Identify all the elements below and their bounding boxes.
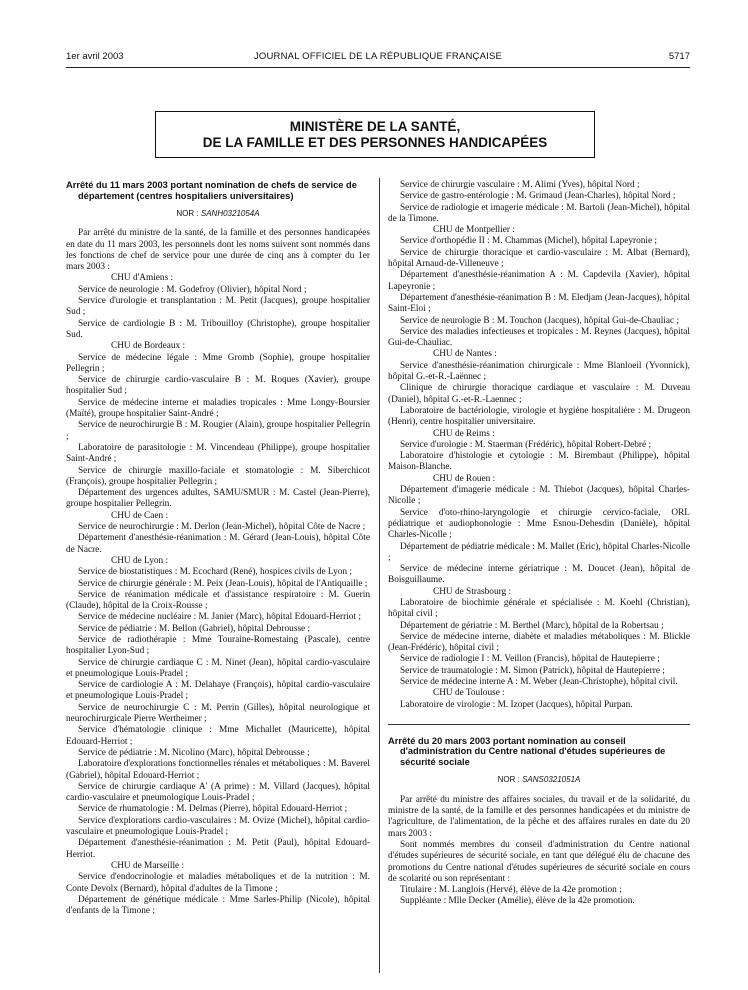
article-title: Arrêté du 11 mars 2003 portant nomination de chefs de service de département (centres hospitaliers universitaires) (66, 180, 357, 201)
paragraph: Clinique de chirurgie thoracique cardiaque et vasculaire : M. Duveau (Daniel), hôpital G.-et-R.-Laennec ; (388, 383, 690, 405)
ministry-title-line2: DE LA FAMILLE ET DES PERSONNES HANDICAPÉES (202, 135, 548, 150)
paragraph: Service de médecine légale : Mme Gromb (Sophie), groupe hospitalier Pellegrin ; (66, 352, 370, 374)
paragraph: Service de pédiatrie : M. Bellon (Gabriel), hôpital Debrousse ; (78, 623, 311, 634)
paragraph: Service des maladies infectieuses et tropicales : M. Reynes (Jacques), hôpital Gui-de-Chauliac. (388, 326, 690, 349)
left-column (66, 180, 370, 917)
paragraph: Service de traumatologie : M. Simon (Patrick), hôpital de Hautepierre ; (400, 665, 665, 676)
paragraph: Service de chirurgie vasculaire : M. Alimi (Yves), hôpital Nord ; (400, 180, 640, 190)
paragraph: Service de cardiologie A : M. Delahaye (François), hôpital cardio-vasculaire et pneumologique Louis-Pradel ; (66, 680, 370, 702)
paragraph: Service de réanimation médicale et d'assistance respiratoire : M. Guerin (Claude), hôpital de la Croix-Rousse ; (66, 589, 370, 612)
paragraph: Service de chirurgie cardio-vasculaire B : M. Roques (Xavier), groupe hospitalier Sud ; (66, 375, 370, 397)
paragraph: Service d'endocrinologie et maladies métaboliques et de la nutrition : M. Conte Devolx (Bernard), hôpital d'adultes de la Timone ; (66, 872, 370, 894)
appointment-list (66, 273, 370, 917)
nor-label: NOR : (176, 209, 199, 218)
column-divider (379, 178, 380, 973)
paragraph: Service de neurologie B : M. Touchon (Jacques), hôpital Gui-de-Chauliac ; (400, 315, 680, 326)
paragraph: Service de neurochirurgie B : M. Rougier (Alain), groupe hospitalier Pellegrin ; (66, 420, 370, 442)
paragraph: Service de chirurgie cardiaque C : M. Ninet (Jean), hôpital cardio-vasculaire et pneumologique Louis-Pradel ; (66, 657, 370, 679)
paragraph: Laboratoire de virologie : M. Izopet (Jacques), hôpital Purpan. (400, 699, 633, 710)
paragraph: Service de chirurgie thoracique et cardio-vasculaire : M. Albat (Bernard), hôpital Arnaud-de-Villeneuve ; (388, 247, 690, 270)
paragraph: Par arrêté du ministre des affaires sociales, du travail et de la solidarité, du ministre de la santé, de la famille et des personnes handicapées et du ministre de l'agriculture, de l'alimentation, de la pêche et des affaires rurales en date du 20 mars 2003 : (388, 794, 690, 839)
paragraph: Service de médecine interne gériatrique : M. Doucet (Jean), hôpital de Boisguillaume. (388, 564, 690, 586)
appointment-list-continued (388, 180, 690, 711)
paragraph: Département de pédiatrie médicale : M. Mallet (Eric), hôpital Charles-Nicolle ; (388, 541, 690, 563)
paragraph: Service de rhumatologie : M. Delmas (Pierre), hôpital Edouard-Herriot ; (78, 804, 348, 815)
issue-date: 1er avril 2003 (66, 51, 124, 62)
paragraph: Département d'imagerie médicale : M. Thiebot (Jacques), hôpital Charles-Nicolle ; (388, 485, 690, 507)
paragraph: Suppléante : Mlle Decker (Amélie), élève de la 42e promotion. (400, 896, 635, 907)
paragraph: Service d'anesthésie-réanimation chirurgicale : Mme Blanloeil (Yvonnick), hôpital G.-et-R.-Laënnec ; (388, 360, 690, 383)
chu-heading: CHU de Lyon : (111, 555, 169, 566)
nor-reference (66, 208, 370, 219)
paragraph: Département d'anesthésie-réanimation A : M. Capdevila (Xavier), hôpital Lapeyronie ; (388, 270, 690, 292)
paragraph: Département de gériatrie : M. Berthel (Marc), hôpital de la Robertsau ; (400, 620, 664, 631)
paragraph: Service d'explorations cardio-vasculaires : M. Ovize (Michel), hôpital cardio-vasculaire et pneumologique Louis-Pradel ; (66, 815, 370, 838)
paragraph: Service de chirurgie maxillo-faciale et stomatologie : M. Siberchicot (François), groupe hospitalier Pellegrin ; (66, 465, 370, 487)
paragraph: Service d'urologie et transplantation : M. Petit (Jacques), groupe hospitalier Sud ; (66, 296, 370, 318)
paragraph: Service de chirurgie générale : M. Peix (Jean-Louis), hôpital de l'Antiquaille ; (78, 578, 368, 589)
paragraph: Service d'hématologie clinique : Mme Michallet (Mauricette), hôpital Edouard-Herriot ; (66, 725, 370, 747)
paragraph: Département de génétique médicale : Mme Sarles-Philip (Nicole), hôpital d'enfants de la Timone ; (66, 894, 370, 917)
paragraph: Département des urgences adultes, SAMU/SMUR : M. Castel (Jean-Pierre), groupe hospitalier Pellegrin. (66, 488, 370, 510)
paragraph: Service de médecine interne A : M. Weber (Jean-Christophe), hôpital civil. (400, 677, 678, 688)
article-intro: Par arrêté du ministre de la santé, de la famille et des personnes handicapées en date du 11 mars 2003, les personnels dont les noms suivent sont nommés dans les fonctions de chef de service pour une durée de cinq ans à compter du 1er mars 2003 : (66, 228, 370, 273)
paragraph: Service de médecine interne et maladies tropicales : Mme Longy-Boursier (Maïté), groupe hospitalier Saint-André ; (66, 397, 370, 420)
header-rule (66, 67, 690, 68)
paragraph: Laboratoire de biochimie générale et spécialisée : M. Koehl (Christian), hôpital civil ; (388, 597, 690, 620)
nor-code: SANH0321054A (200, 209, 260, 218)
page-header (66, 51, 690, 65)
paragraph: Département d'anesthésie-réanimation : M. Gérard (Jean-Louis), hôpital Côte de Nacre. (66, 533, 370, 555)
chu-heading: CHU de Caen : (111, 510, 169, 521)
chu-heading: CHU d'Amiens : (111, 273, 174, 284)
right-column (388, 180, 690, 908)
paragraph: Laboratoire de parasitologie : M. Vincendeau (Philippe), groupe hospitalier Saint-André ; (66, 442, 370, 465)
article-body (388, 795, 690, 908)
paragraph: Laboratoire de bactériologie, virologie et hygiène hospitalière : M. Drugeon (Henri), centre hospitalier universitaire. (388, 405, 690, 428)
paragraph: Service de chirurgie cardiaque A' (A prime) : M. Villard (Jacques), hôpital cardio-vasculaire et pneumologique Louis-Pradel ; (66, 781, 370, 804)
nor-code: SANS0321051A (522, 775, 581, 785)
paragraph: Titulaire : M. Langlois (Hervé), élève de la 42e promotion ; (400, 885, 622, 896)
paragraph: Service d'orthopédie II : M. Chammas (Michel), hôpital Lapeyronie ; (400, 236, 658, 247)
chu-heading: CHU de Bordeaux : (111, 341, 186, 352)
chu-heading: CHU de Marseille : (111, 860, 185, 871)
page-number: 5717 (668, 51, 690, 62)
paragraph: Service de cardiologie B : M. Tribouilloy (Christophe), groupe hospitalier Sud. (66, 318, 370, 340)
paragraph: Service de médecine nucléaire : M. Janier (Marc), hôpital Edouard-Herriot ; (78, 612, 361, 623)
paragraph: Service d'urologie : M. Staerman (Frédéric), hôpital Robert-Debré ; (400, 439, 652, 450)
chu-heading: CHU de Montpellier : (433, 225, 515, 236)
paragraph: Département d'anesthésie-réanimation B : M. Eledjam (Jean-Jacques), hôpital Saint-Eloi ; (388, 292, 690, 315)
paragraph: Service de pédiatrie : M. Nicolino (Marc), hôpital Debrousse ; (78, 747, 310, 758)
chu-heading: CHU de Rouen : (433, 473, 496, 484)
paragraph: Service de neurochirurgie : M. Derlon (Jean-Michel), hôpital Côte de Nacre ; (78, 522, 366, 533)
article-title: Arrêté du 20 mars 2003 portant nomination au conseil d'administration du Centre national d'études supérieures de sécurité sociale (388, 735, 666, 767)
paragraph: Service de radiologie I : M. Veillon (Francis), hôpital de Hautepierre ; (400, 654, 660, 665)
chu-heading: CHU de Nantes : (433, 349, 497, 360)
chu-heading: CHU de Reims : (433, 428, 495, 439)
ministry-title-box (155, 111, 595, 158)
paragraph: Service de médecine interne, diabète et maladies métaboliques : M. Blickle (Jean-Frédéric), hôpital civil ; (388, 631, 690, 654)
paragraph: Service de neurologie : M. Godefroy (Olivier), hôpital Nord ; (78, 284, 307, 295)
chu-heading: CHU de Toulouse : (433, 688, 505, 699)
paragraph: Service de radiologie et imagerie médicale : M. Bartoli (Jean-Michel), hôpital de la Timone. (388, 202, 690, 224)
paragraph: Service de gastro-entérologie : M. Grimaud (Jean-Charles), hôpital Nord ; (400, 191, 676, 202)
nor-reference (388, 774, 690, 785)
chu-heading: CHU de Strasbourg : (433, 586, 512, 597)
article-separator (388, 724, 690, 725)
paragraph: Laboratoire d'histologie et cytologie : M. Birembaut (Philippe), hôpital Maison-Blanche. (388, 451, 690, 473)
paragraph: Laboratoire d'explorations fonctionnelles rénales et métaboliques : M. Baverel (Gabriel), hôpital Edouard-Herriot ; (66, 759, 370, 781)
paragraph: Service de radiothérapie : Mme Touraine-Romestaing (Pascale), centre hospitalier Lyon-Sud ; (66, 634, 370, 657)
nor-label: NOR : (497, 775, 520, 785)
paragraph: Service d'oto-rhino-laryngologie et chirurgie cervico-faciale, ORL pédiatrique et audiophonologie : Mme Esnou-Dehesdin (Danièle), hôpital Charles-Nicolle ; (388, 507, 690, 541)
paragraph: Département d'anesthésie-réanimation : M. Petit (Paul), hôpital Edouard-Herriot. (66, 838, 370, 860)
paragraph: Service de biostatistiques : M. Ecochard (René), hospices civils de Lyon ; (78, 567, 352, 578)
ministry-title-line1: MINISTÈRE DE LA SANTÉ, (289, 119, 461, 134)
journal-title: JOURNAL OFFICIEL DE LA RÉPUBLIQUE FRANÇAISE (253, 51, 503, 62)
paragraph: Service de neurochirurgie C : M. Perrin (Gilles), hôpital neurologique et neurochirurgicale Pierre Wertheimer ; (66, 702, 370, 725)
paragraph: Sont nommés membres du conseil d'administration du Centre national d'études supérieures de sécurité sociale, en tant que délégué élu de chacune des promotions du Centre national d'études supérieures de sécurité sociale en cours de scolarité ou son représentant : (388, 839, 690, 884)
